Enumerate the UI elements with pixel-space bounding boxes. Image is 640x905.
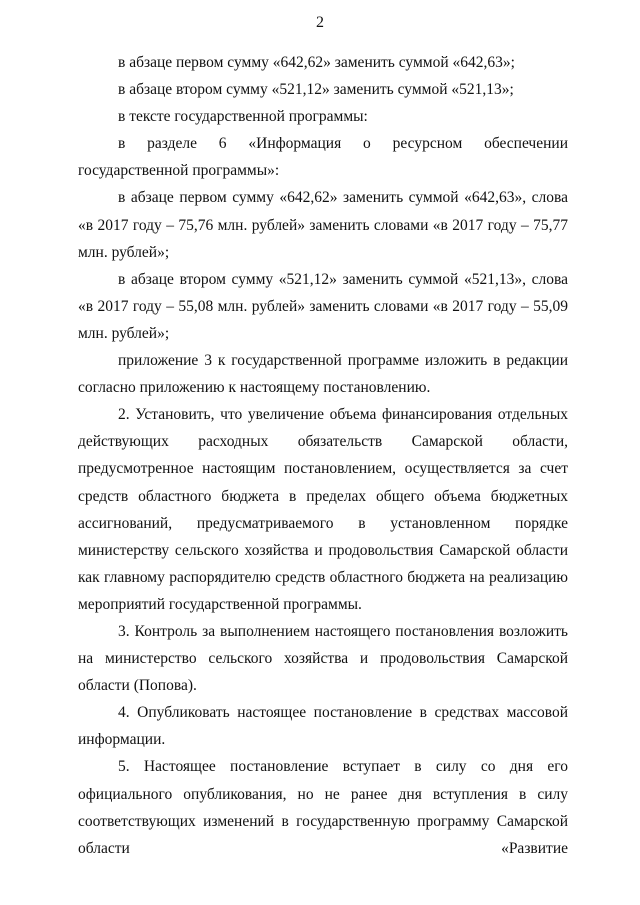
paragraph: в абзаце первом сумму «642,62» заменить суммой «642,63»; [118, 54, 515, 71]
paragraph: 4. Опубликовать настоящее постановление в средствах массовой информации. [78, 704, 568, 749]
document-body [78, 49, 568, 862]
paragraph: 5. Настоящее постановление вступает в силу со дня его официального опубликования, но не ранее дня вступления в силу соответствующих изменений в государственную программу Самарской области «Развитие [78, 758, 568, 857]
paragraph: приложение 3 к государственной программе изложить в редакции согласно приложению к настоящему постановлению. [78, 352, 568, 397]
paragraph: в абзаце втором сумму «521,12» заменить суммой «521,13», слова «в 2017 году – 55,08 млн. рублей» заменить словами «в 2017 году – 55,09 млн. рублей»; [78, 270, 568, 342]
paragraph: 3. Контроль за выполнением настоящего постановления возложить на министерство сельского хозяйства и продовольствия Самарской области (Попова). [78, 622, 568, 695]
paragraph: 2. Установить, что увеличение объема финансирования отдельных действующих расходных обязательств Самарской области, предусмотренное настоящим постановлением, осуществляется за счет средств областного бюджета в пределах общего объема бюджетных ассигнований, предусматриваемого в установленном порядке министерству сельского хозяйства и продовольствия Самарской области как главному распорядителю средств областного бюджета на реализацию мероприятий государственной программы. [78, 406, 568, 613]
page-number: 2 [316, 14, 324, 31]
paragraph: в абзаце втором сумму «521,12» заменить суммой «521,13»; [118, 81, 514, 99]
paragraph: в тексте государственной программы: [118, 108, 368, 126]
paragraph: в разделе 6 «Информация о ресурсном обеспечении государственной программы»: [78, 135, 568, 180]
paragraph: в абзаце первом сумму «642,62» заменить суммой «642,63», слова «в 2017 году – 75,76 млн. рублей» заменить словами «в 2017 году – 75,77 млн. рублей»; [78, 189, 568, 261]
